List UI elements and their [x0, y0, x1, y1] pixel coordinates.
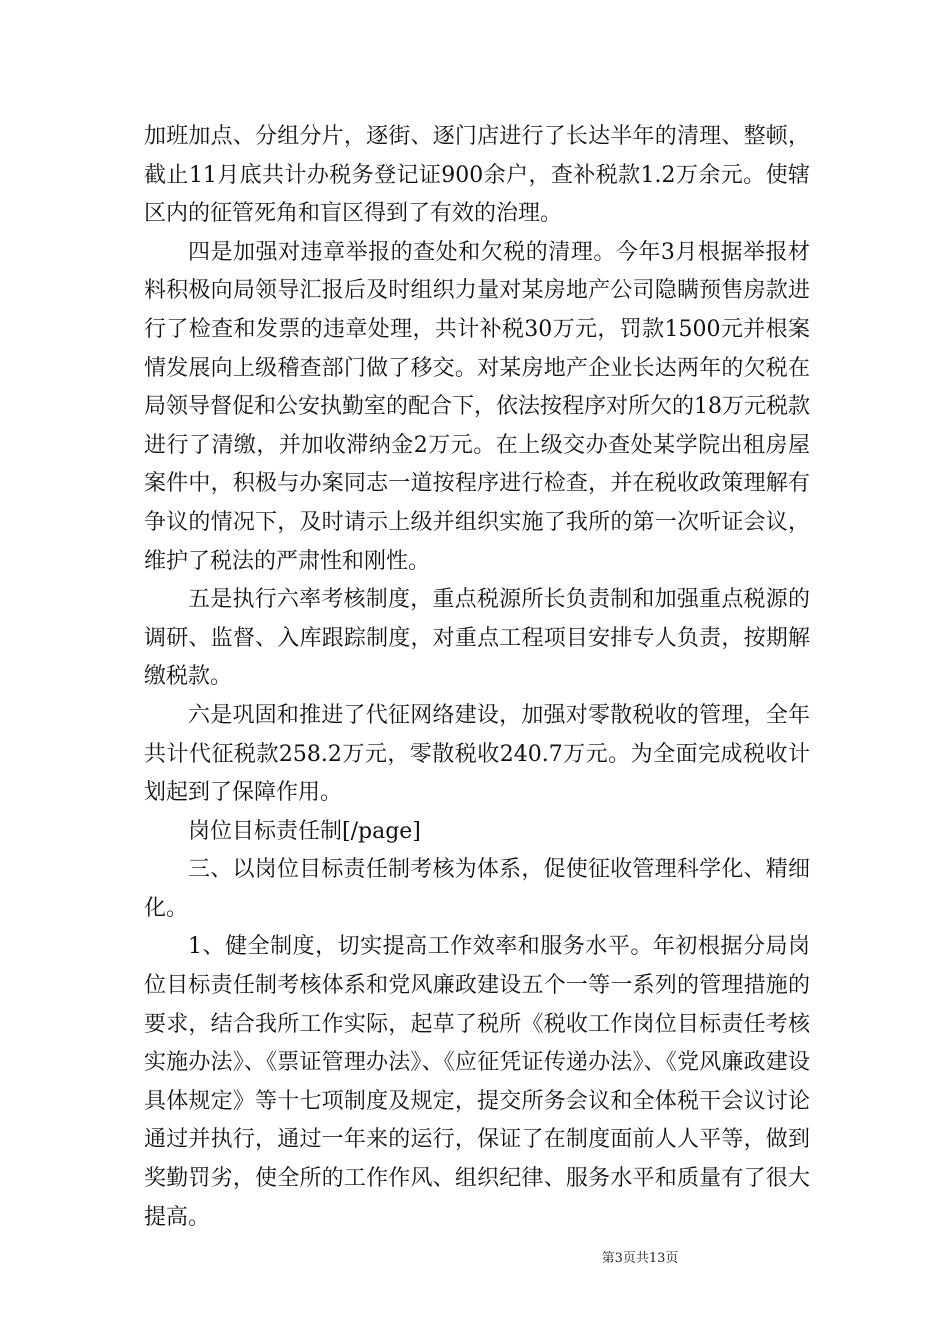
paragraph-3: 五是执行六率考核制度，重点税源所长负责制和加强重点税源的调研、监督、入库跟踪制度，对重点工程项目安排专人负责，按期解缴税款。 — [144, 587, 810, 690]
page-number: 第3页共13页 — [601, 1251, 679, 1266]
paragraph-2: 四是加强对违章举报的查处和欠税的清理。今年3月根据举报材料积极向局领导汇报后及时组织力量对某房地产公司隐瞒预售房款进行了检查和发票的违章处理，共计补税30万元，罚款1500元并根案情发展向上级稽查部门做了移交。对某房地产企业长达两年的欠税在局领导督促和公安执勤室的配合下，依法按程序对所欠的18万元税款进行了清缴，并加收滞纳金2万元。在上级交办查处某学院出租房屋案件中，积极与办案同志一道按程序进行检查，并在税收政策理解有争议的情况下，及时请示上级并组织实施了我所的第一次听证会议，维护了税法的严肃性和刚性。 — [144, 239, 810, 574]
paragraph-1: 加班加点、分组分片，逐街、逐门店进行了长达半年的清理、整顿，截止11月底共计办税务登记证900余户，查补税款1.2万余元。使辖区内的征管死角和盲区得到了有效的治理。 — [144, 124, 810, 227]
paragraph-7: 1、健全制度，切实提高工作效率和服务水平。年初根据分局岗位目标责任制考核体系和党风廉政建设五个一等一系列的管理措施的要求，结合我所工作实际，起草了税所《税收工作岗位目标责任考核实施办法》、《票证管理办法》、《应征凭证传递办法》、《党风廉政建设具体规定》等十七项制度及规定，提交所务会议和全体税干会议讨论通过并执行，通过一年来的运行，保证了在制度面前人人平等，做到奖勤罚劣，使全所的工作作风、组织纪律、服务水平和质量有了很大提高。 — [144, 934, 810, 1230]
paragraph-4: 六是巩固和推进了代征网络建设，加强对零散税收的管理，全年共计代征税款258.2万元，零散税收240.7万元。为全面完成税收计划起到了保障作用。 — [144, 702, 810, 806]
document-body — [144, 118, 810, 1237]
page-footer — [0, 1247, 950, 1266]
paragraph-5: 岗位目标责任制[/page] — [188, 818, 421, 844]
section-heading: 三、以岗位目标责任制考核为体系，促使征收管理科学化、精细化。 — [144, 857, 810, 921]
